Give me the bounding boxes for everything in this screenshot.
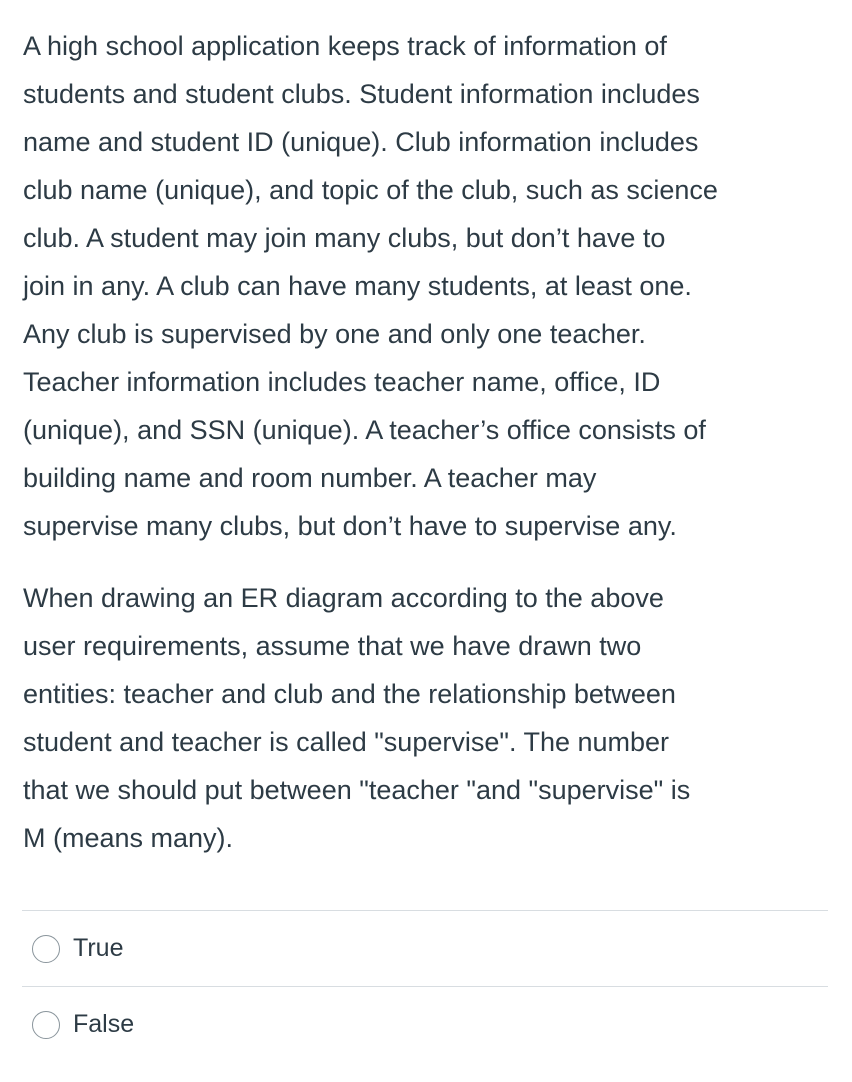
question-text-line: entities: teacher and club and the relationship between [23,679,676,709]
question-text-line: M (means many). [23,823,234,853]
question-text-line: student and teacher is called "supervise". The number [23,727,670,757]
question-text-line: join in any. A club can have many students, at least one. [23,271,692,301]
question-text-line: Any club is supervised by one and only one teacher. [23,319,646,349]
question-text-line: user requirements, assume that we have drawn two [23,631,642,661]
answer-option-false[interactable] [22,986,828,1062]
question-prompt [23,574,828,862]
answer-options [22,910,828,1062]
question-text-line: When drawing an ER diagram according to the above [23,583,664,613]
radio-button-true[interactable] [32,935,60,963]
question-text-line: supervise many clubs, but don’t have to supervise any. [23,511,677,541]
question-text-line: club name (unique), and topic of the club, such as science [23,175,718,205]
question-description [23,22,828,550]
question-text-line: students and student clubs. Student information includes [23,79,700,109]
question-text-line: (unique), and SSN (unique). A teacher’s office consists of [23,415,706,445]
answer-option-true[interactable] [22,910,828,986]
question-text-line: club. A student may join many clubs, but don’t have to [23,223,666,253]
answer-label-true: True [73,934,124,962]
question-text-line: building name and room number. A teacher may [23,463,597,493]
question-text-line: Teacher information includes teacher name, office, ID [23,367,661,397]
question-text-line: name and student ID (unique). Club information includes [23,127,699,157]
question-text-line: A high school application keeps track of information of [23,31,667,61]
answer-label-false: False [73,1010,135,1038]
question-text-line: that we should put between "teacher "and "supervise" is [23,775,691,805]
radio-button-false[interactable] [32,1011,60,1039]
